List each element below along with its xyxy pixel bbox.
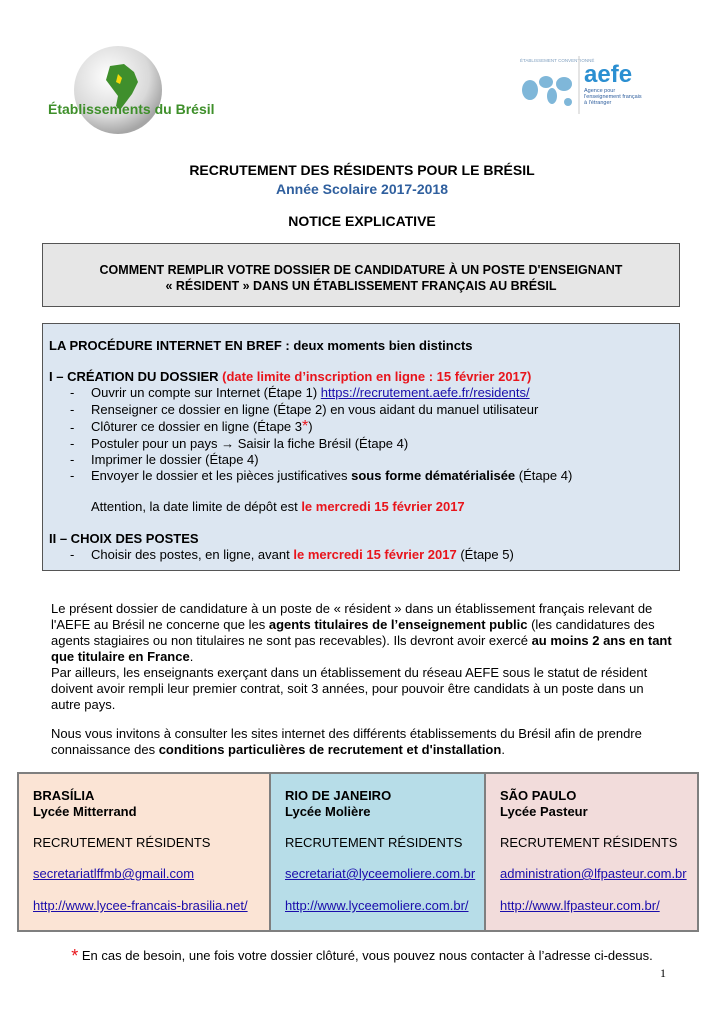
page-title: RECRUTEMENT DES RÉSIDENTS POUR LE BRÉSIL (189, 162, 535, 178)
aefe-logo (516, 48, 666, 118)
step-7-post: (Étape 5) (460, 547, 514, 562)
instructions-line-1: COMMENT REMPLIR VOTRE DOSSIER DE CANDIDATURE À UN POSTE D'ENSEIGNANT (99, 263, 623, 277)
section-creation-deadline: (date limite d’inscription en ligne : 15 février 2017) (222, 369, 532, 384)
step-1-text: Ouvrir un compte sur Internet (Étape 1) (91, 385, 318, 400)
step-print-dossier: Imprimer le dossier (Étape 4) (91, 452, 259, 467)
step-6-bold: sous forme dématérialisée (351, 468, 516, 483)
bullet-dash: - (70, 468, 75, 483)
step-7-pre: Choisir des postes, en ligne, avant (91, 547, 290, 562)
step-6-post: (Étape 4) (518, 468, 573, 483)
step-open-account (91, 385, 530, 400)
school-email-link[interactable]: secretariat@lyceemoliere.com.br (285, 866, 476, 881)
attention-date: le mercredi 15 février 2017 (301, 499, 465, 514)
websites-paragraph: Nous vous invitons à consulter les sites internet des différents établissements du Brésil afin de prendre connaissance des conditions particulières de recrutement et d'installation. (51, 726, 642, 757)
step-3-text: Clôturer ce dossier en ligne (Étape 3 (91, 419, 303, 434)
step-3-close: ) (308, 419, 313, 434)
school-column-brasilia (19, 774, 269, 930)
school-website-link[interactable]: http://www.lyceemoliere.com.br/ (285, 898, 469, 913)
school-city: BRASÍLIA (33, 788, 95, 803)
footnote-asterisk: * (71, 946, 79, 966)
aefe-tagline-2: l'enseignement français (584, 94, 642, 100)
school-recruitment: RECRUTEMENT RÉSIDENTS (500, 835, 678, 850)
network-paragraph: Par ailleurs, les enseignants exerçant dans un établissement du réseau AEFE sous le statut de résident doivent avoir rempli leur premier contrat, soit 3 années, pour pouvoir être candidats à un poste dans un autre pays. (51, 665, 648, 712)
notice-title: NOTICE EXPLICATIVE (288, 213, 436, 229)
procedure-box (42, 323, 680, 571)
bullet-dash: - (70, 402, 75, 417)
school-year: Année Scolaire 2017-2018 (276, 181, 448, 197)
globe-brazil-logo (72, 44, 164, 136)
step-6-pre: Envoyer le dossier et les pièces justificatives (91, 468, 348, 483)
school-website-link[interactable]: http://www.lfpasteur.com.br/ (500, 898, 660, 913)
step-send-dossier (91, 468, 572, 483)
bullet-dash: - (70, 385, 75, 400)
aefe-tagline-1: Agence pour (584, 88, 616, 94)
aefe-small-text: ÉTABLISSEMENT CONVENTIONNÉ (520, 58, 595, 63)
school-email-link[interactable]: secretariatlffmb@gmail.com (33, 866, 195, 881)
school-email-link[interactable]: administration@lfpasteur.com.br (500, 866, 687, 881)
school-city: SÃO PAULO (500, 788, 577, 803)
instructions-line-2: « RÉSIDENT » DANS UN ÉTABLISSEMENT FRANÇAIS AU BRÉSIL (165, 279, 557, 293)
school-recruitment: RECRUTEMENT RÉSIDENTS (33, 835, 211, 850)
school-column-rio (269, 774, 484, 930)
asterisk: * (302, 418, 309, 435)
section-creation-title: I – CRÉATION DU DOSSIER (49, 369, 219, 384)
school-name: Lycée Pasteur (500, 804, 588, 819)
school-website-link[interactable]: http://www.lycee-francais-brasilia.net/ (33, 898, 248, 913)
establishments-caption: Établissements du Brésil (48, 101, 215, 117)
step-7-date: le mercredi 15 février 2017 (293, 547, 457, 562)
step-close-dossier (91, 418, 313, 436)
page-number: 1 (660, 966, 666, 980)
aefe-brand: aefe (584, 61, 633, 88)
bullet-dash: - (70, 452, 75, 467)
bullet-dash: - (70, 436, 75, 451)
attention-text: Attention, la date limite de dépôt est (91, 499, 298, 514)
section-choice: II – CHOIX DES POSTES (49, 531, 199, 546)
school-column-sao-paulo (484, 774, 697, 930)
school-name: Lycée Molière (285, 804, 371, 819)
world-map-icon (522, 76, 572, 106)
procedure-heading: LA PROCÉDURE INTERNET EN BREF : deux moments bien distincts (49, 338, 473, 353)
step-choose-posts (91, 547, 514, 562)
instructions-box (42, 243, 680, 307)
school-city: RIO DE JANEIRO (285, 788, 392, 803)
recruitment-link[interactable]: https://recrutement.aefe.fr/residents/ (320, 385, 530, 400)
schools-table (17, 772, 699, 932)
bullet-dash: - (70, 547, 75, 562)
aefe-tagline-3: à l'étranger (584, 100, 612, 106)
footnote-text: En cas de besoin, une fois votre dossier clôturé, vous pouvez nous contacter à l’adresse ci-dessus. (81, 948, 653, 963)
section-creation (49, 369, 531, 384)
eligibility-paragraph: Le présent dossier de candidature à un poste de « résident » dans un établissement français relevant de l'AEFE au Brésil ne concerne que les agents titulaires de l’enseignement public (les candidatures des agents stagiaires ou non titulaires ne sont pas recevables). Ils devront avoir exercé au moins 2 ans en tant que titulaire en France. (51, 601, 672, 664)
step-apply-country: Postuler pour un pays → Saisir la fiche Brésil (Étape 4) (91, 436, 409, 451)
attention-deadline (91, 499, 465, 514)
step-fill-dossier: Renseigner ce dossier en ligne (Étape 2) en vous aidant du manuel utilisateur (91, 402, 539, 417)
school-recruitment: RECRUTEMENT RÉSIDENTS (285, 835, 463, 850)
footnote (0, 946, 724, 967)
school-name: Lycée Mitterrand (33, 804, 137, 819)
bullet-dash: - (70, 420, 75, 435)
